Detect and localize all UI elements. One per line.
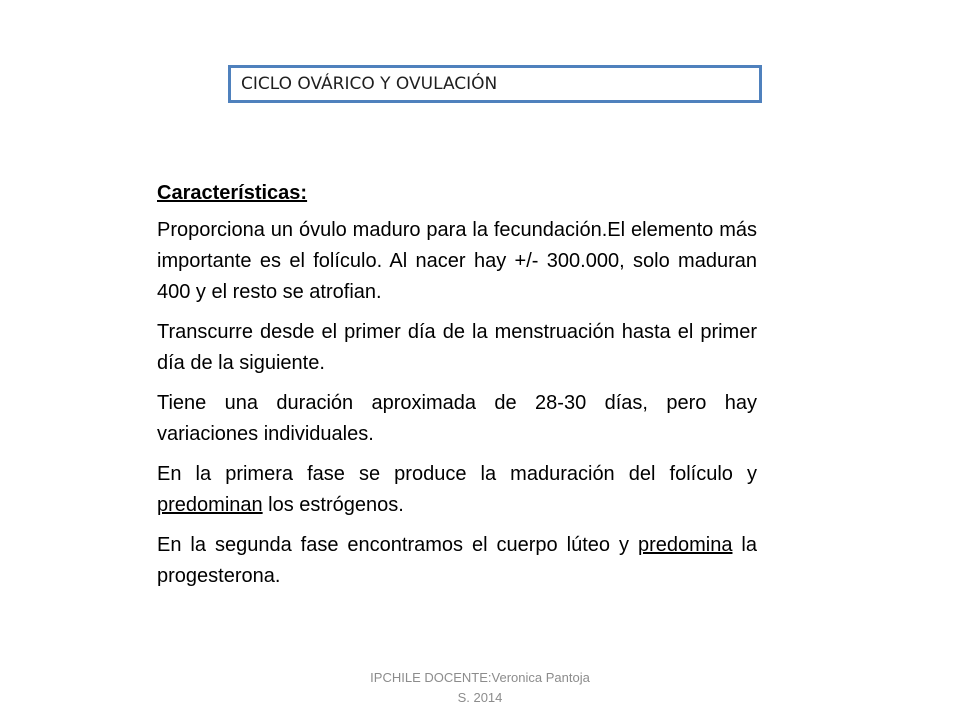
- paragraph-4: [157, 459, 757, 521]
- slide-title: CICLO OVÁRICO Y OVULACIÓN: [241, 74, 498, 94]
- slide-content: [157, 178, 757, 601]
- paragraph-2: Transcurre desde el primer día de la menstruación hasta el primer día de la siguiente.: [157, 321, 757, 374]
- paragraph-5-text-start: En la segunda fase encontramos el cuerpo lúteo y: [157, 534, 638, 556]
- paragraph-3: Tiene una duración aproximada de 28-30 días, pero hay variaciones individuales.: [157, 392, 757, 445]
- slide-title-box: [228, 65, 762, 103]
- underlined-predomina: predomina: [637, 534, 733, 556]
- footer-line-1: IPCHILE DOCENTE:Veronica Pantoja: [370, 670, 590, 685]
- footer-line-2: S. 2014: [457, 690, 503, 705]
- paragraph-1: Proporciona un óvulo maduro para la fecundación.El elemento más importante es el folículo. Al nacer hay +/- 300.000, solo maduran 400 y el resto se atrofian.: [157, 219, 757, 303]
- paragraph-5-text-end: la progesterona.: [157, 534, 757, 587]
- paragraph-4-text-start: En la primera fase se produce la maduración del folículo y: [157, 463, 757, 485]
- slide-footer: [330, 668, 630, 708]
- paragraph-5: [157, 530, 757, 592]
- underlined-predominan: predominan: [157, 494, 263, 516]
- section-heading: Características:: [157, 182, 308, 204]
- paragraph-4-text-end: los estrógenos.: [262, 494, 404, 516]
